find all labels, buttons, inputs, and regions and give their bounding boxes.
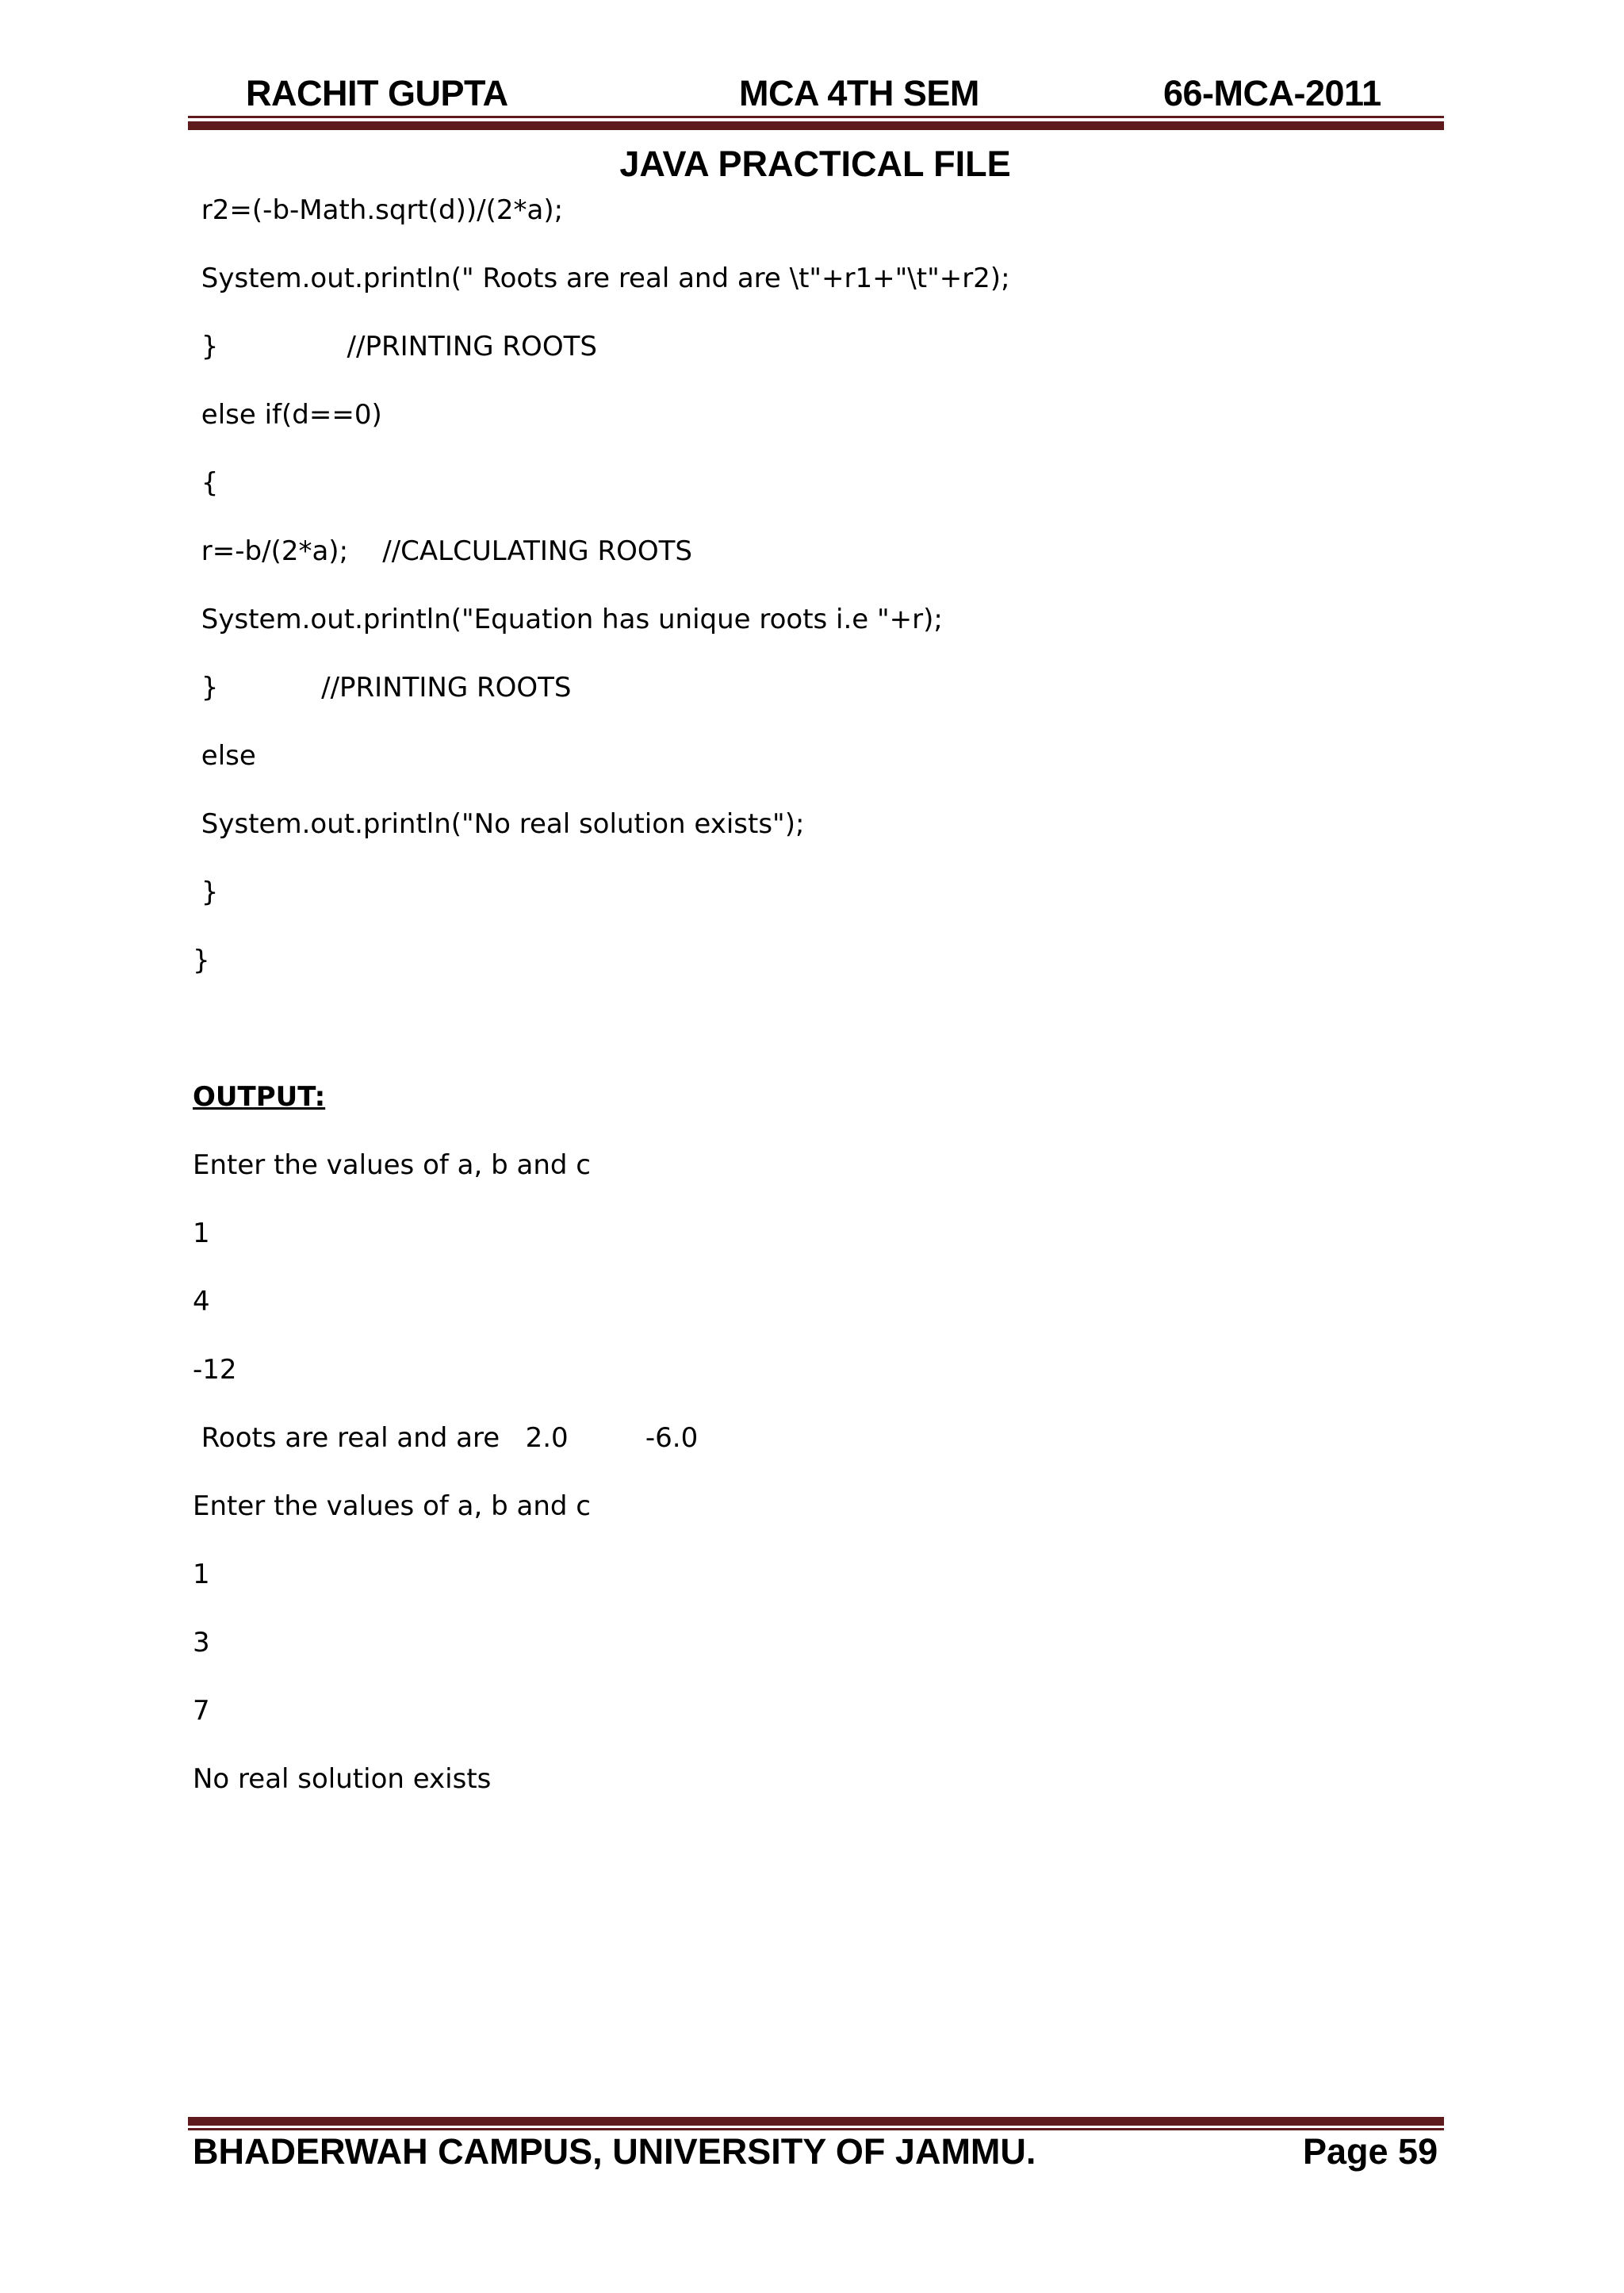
output-line: -12: [193, 1354, 237, 1386]
code-line: r2=(-b-Math.sqrt(d))/(2*a);: [193, 194, 564, 226]
course-label: MCA 4TH SEM: [739, 73, 979, 113]
page-title-text: JAVA PRACTICAL FILE: [619, 144, 1011, 184]
page-number: Page 59: [1303, 2131, 1438, 2172]
code-line: r=-b/(2*a); //CALCULATING ROOTS: [193, 535, 692, 567]
code-line: else: [193, 740, 256, 772]
code-line: }: [193, 876, 219, 908]
output-line: 1: [193, 1559, 210, 1590]
page-title: [0, 144, 1624, 185]
code-line: else if(d==0): [193, 399, 382, 431]
output-line: 4: [193, 1286, 210, 1317]
code-line: }: [193, 945, 210, 976]
footer-rule-thick: [188, 2117, 1444, 2126]
code-line: System.out.println("Equation has unique roots i.e "+r);: [193, 604, 943, 635]
output-line: 7: [193, 1695, 210, 1727]
footer-rule-thin: [188, 2128, 1444, 2130]
output-line: No real solution exists: [193, 1763, 492, 1795]
output-line: Enter the values of a, b and c: [193, 1490, 591, 1522]
output-line: 1: [193, 1217, 210, 1249]
header-rule-thick: [188, 121, 1444, 130]
header-rule-thin: [188, 116, 1444, 118]
roll-number: 66-MCA-2011: [1163, 73, 1381, 113]
output-line: Roots are real and are 2.0 -6.0: [193, 1422, 699, 1454]
output-line: 3: [193, 1627, 210, 1658]
output-line: Enter the values of a, b and c: [193, 1149, 591, 1181]
code-line: System.out.println("No real solution exists");: [193, 808, 805, 840]
code-line: System.out.println(" Roots are real and are \t"+r1+"\t"+r2);: [193, 263, 1010, 294]
code-line: } //PRINTING ROOTS: [193, 331, 597, 362]
code-line: } //PRINTING ROOTS: [193, 672, 572, 704]
author-name: RACHIT GUPTA: [246, 73, 508, 113]
output-heading: OUTPUT:: [193, 1081, 326, 1113]
institution-name: BHADERWAH CAMPUS, UNIVERSITY OF JAMMU.: [193, 2131, 1036, 2172]
code-line: {: [193, 467, 219, 499]
